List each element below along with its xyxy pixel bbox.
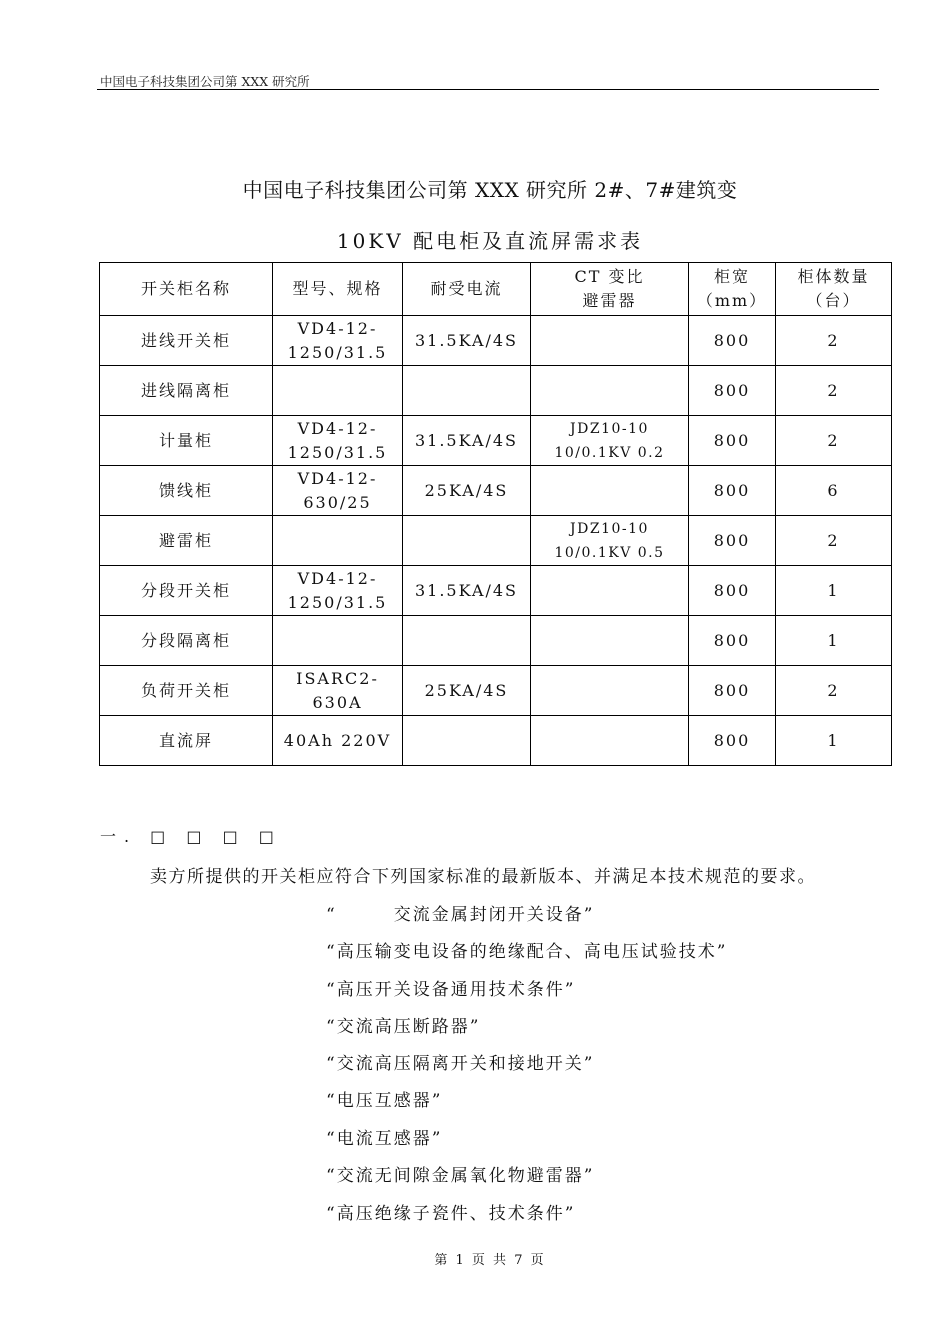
cell-current [403,366,531,416]
standard-item: “交流无间隙金属氧化物避雷器” [326,1166,595,1186]
cell-model-line1: ISARC2- [296,668,379,688]
cell-model-line1: VD4-12- [297,318,378,338]
cell-qty: 2 [776,516,892,566]
cell-current [403,616,531,666]
table-row [100,316,892,366]
intro-paragraph: 卖方所提供的开关柜应符合下列国家标准的最新版本、并满足本技术规范的要求。 [150,867,816,887]
standard-item: “高压输变电设备的绝缘配合、高电压试验技术” [326,942,728,962]
cell-ct [531,666,689,716]
cell-current: 31.5KA/4S [403,566,531,616]
header-qty-line1: 柜体数量 [797,267,870,286]
header-width-line1: 柜宽 [713,267,750,286]
cell-model-line2: 1250/31.5 [287,442,388,462]
cell-ct-line2: 10/0.1KV 0.2 [554,444,665,461]
cell-qty: 2 [776,316,892,366]
cell-qty: 2 [776,366,892,416]
cell-qty: 1 [776,616,892,666]
table-row [100,616,892,666]
header-cell-current: 耐受电流 [403,263,531,316]
table-row [100,566,892,616]
cell-width: 800 [689,366,776,416]
header-cell-width [689,263,776,316]
cell-width: 800 [689,716,776,766]
cell-model [273,616,403,666]
cell-model [273,716,403,766]
cell-model-line2: 630/25 [303,492,372,512]
cell-width: 800 [689,666,776,716]
cell-model-line1: VD4-12- [297,568,378,588]
cell-ct [531,366,689,416]
cell-name: 分段隔离柜 [100,616,273,666]
cell-width: 800 [689,516,776,566]
table-row [100,466,892,516]
cell-model-line1: VD4-12- [297,468,378,488]
cell-model [273,566,403,616]
table-row [100,516,892,566]
header-ct-line2: 避雷器 [582,291,637,310]
cell-name: 避雷柜 [100,516,273,566]
header-cell-model: 型号、规格 [273,263,403,316]
standard-item: “电压互感器” [326,1091,443,1111]
cell-qty: 6 [776,466,892,516]
cell-name: 计量柜 [100,416,273,466]
cell-ct [531,316,689,366]
cell-ct-line1: JDZ10-10 [570,420,649,437]
cell-current: 25KA/4S [403,666,531,716]
cell-name: 负荷开关柜 [100,666,273,716]
standard-item: “高压绝缘子瓷件、技术条件” [326,1204,576,1224]
cell-ct-line2: 10/0.1KV 0.5 [554,544,665,561]
header-cell-name: 开关柜名称 [100,263,273,316]
document-title-line2: 10KV 配电柜及直流屏需求表 [336,229,644,253]
cell-ct [531,466,689,516]
cell-qty: 1 [776,716,892,766]
cell-ct-line1: JDZ10-10 [570,520,649,537]
running-header: 中国电子科技集团公司第 XXX 研究所 [100,74,310,89]
header-width-line2: （mm） [696,291,768,310]
table-row [100,716,892,766]
cell-current: 31.5KA/4S [403,416,531,466]
cell-ct [531,416,689,466]
cell-name: 进线隔离柜 [100,366,273,416]
cell-width: 800 [689,466,776,516]
document-title-line1: 中国电子科技集团公司第 XXX 研究所 2#、7#建筑变 [242,178,738,202]
page-footer: 第 1 页 共 7 页 [434,1253,546,1268]
cell-name: 直流屏 [100,716,273,766]
requirements-table [99,262,892,766]
table-header-row [100,263,892,316]
cell-qty: 2 [776,416,892,466]
cell-model [273,466,403,516]
table-row [100,666,892,716]
section-heading: 一. □ □ □ □ [100,827,282,846]
cell-ct [531,716,689,766]
cell-width: 800 [689,416,776,466]
cell-name: 分段开关柜 [100,566,273,616]
cell-qty: 1 [776,566,892,616]
standard-item: “交流高压隔离开关和接地开关” [326,1054,595,1074]
cell-current [403,516,531,566]
standard-item: “ 交流金属封闭开关设备” [326,905,595,925]
cell-current [403,716,531,766]
cell-model [273,516,403,566]
cell-model-line2: 1250/31.5 [287,592,388,612]
cell-ct [531,566,689,616]
cell-model-line1: VD4-12- [297,418,378,438]
cell-current: 25KA/4S [403,466,531,516]
standard-item: “高压开关设备通用技术条件” [326,980,576,1000]
cell-name: 馈线柜 [100,466,273,516]
cell-width: 800 [689,616,776,666]
cell-current: 31.5KA/4S [403,316,531,366]
cell-model [273,366,403,416]
cell-qty: 2 [776,666,892,716]
standard-item: “电流互感器” [326,1129,443,1149]
cell-model [273,316,403,366]
header-cell-ct [531,263,689,316]
table-row [100,366,892,416]
cell-model-line2: 1250/31.5 [287,342,388,362]
cell-model [273,416,403,466]
cell-ct [531,616,689,666]
header-cell-qty [776,263,892,316]
table-row [100,416,892,466]
cell-name: 进线开关柜 [100,316,273,366]
cell-model-line1: 40Ah 220V [283,730,392,750]
standard-item: “交流高压断路器” [326,1017,481,1037]
cell-ct [531,516,689,566]
header-qty-line2: （台） [806,291,861,310]
cell-width: 800 [689,316,776,366]
cell-model [273,666,403,716]
cell-model-line2: 630A [312,692,363,712]
cell-width: 800 [689,566,776,616]
header-ct-line1: CT 变比 [574,267,645,286]
header-divider [97,89,879,90]
